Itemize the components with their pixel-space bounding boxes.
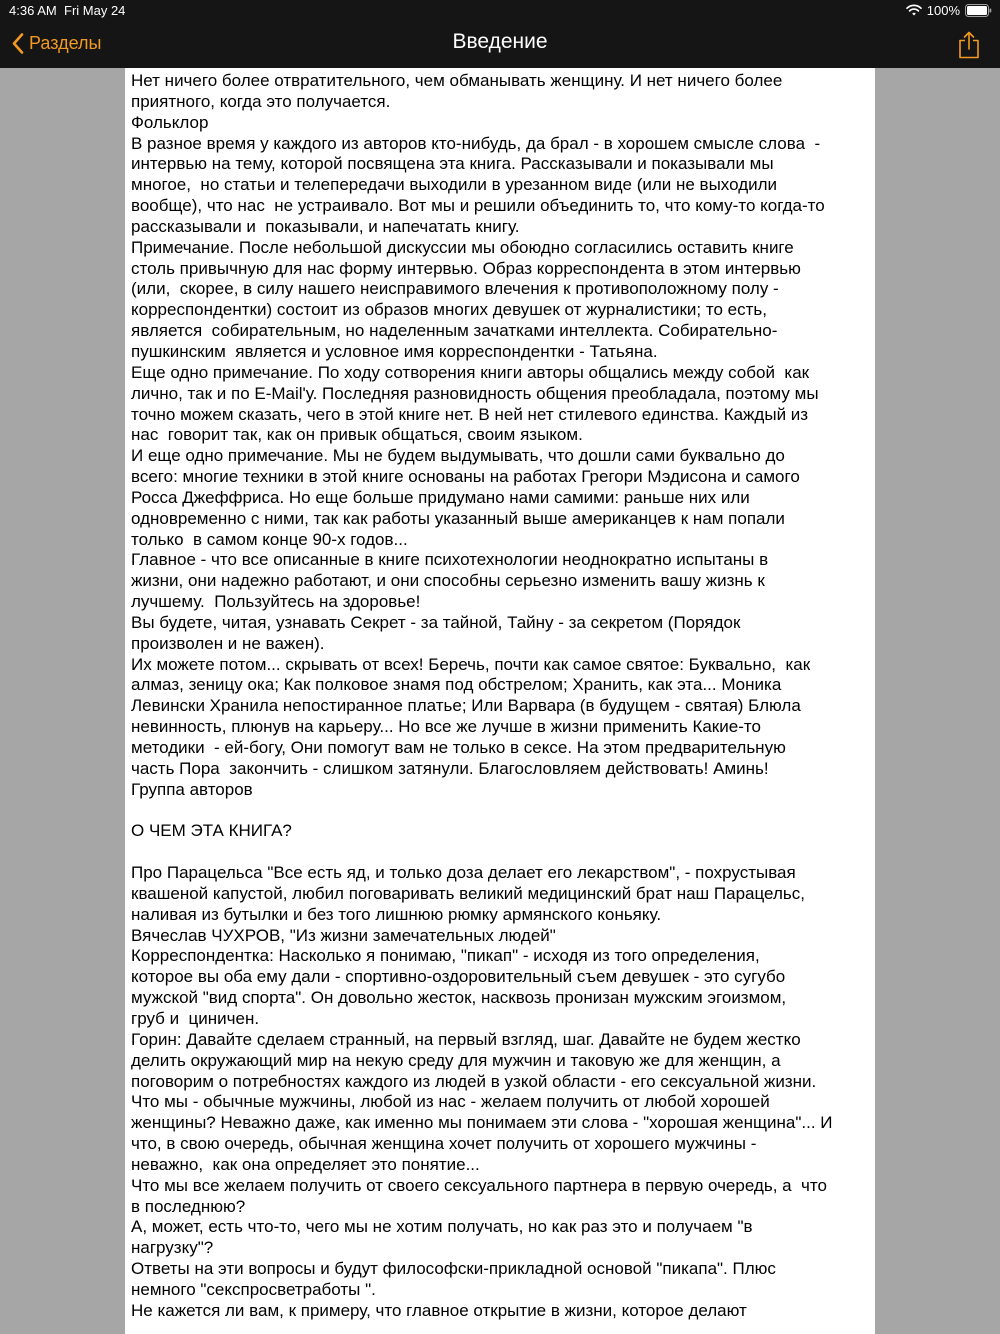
text-paragraph: Горин: Давайте сделаем странный, на первый взгляд, шаг. Давайте не будем жестко делить окружающий мир на некую среду для мужчин и таковую же для женщин, а поговорим о потребностях каждого из людей в узкой области - его сексуальной жизни. (131, 1029, 817, 1091)
text-paragraph: А, может, есть что-то, чего мы не хотим получать, но как раз это и получаем "в нагрузку"? (131, 1217, 753, 1258)
text-paragraph: Еще одно примечание. По ходу сотворения книги авторы общались между собой как лично, так и по E-Mail'у. Последняя разновидность общения преобладала, поэтому мы точно можем сказать, чего в этой книге нет. В ней нет стилевого единства. Каждый из нас говорит так, как он привык общаться, своим языком. (131, 362, 819, 445)
text-paragraph: Главное - что все описанные в книге психотехнологии неоднократно испытаны в жизни, они надежно работают, и они способны серьезно изменить вашу жизнь к лучшему. Пользуйтесь на здоровье! (131, 550, 769, 612)
text-paragraph: Их можете потом... скрывать от всех! Беречь, почти как самое святое: Буквально, как алмаз, зеницу ока; Как полковое знамя под обстрелом; Хранить, как эта... Моника Левински Хранила непостиранное платье; Или Варвара (в будущем - святая) Блюла невинность, плюнув на карьеру... Но все же лучше в жизни применить Какие-то методики - ей-богу, Они помогут вам не только в сексе. На этом предварительную часть Пора закончить - слишком затянули. Благословляем действовать! Аминь! (131, 654, 811, 778)
text-paragraph: Вы будете, читая, узнавать Секрет - за тайной, Тайну - за секретом (Порядок произволен и не важен). (131, 612, 741, 653)
text-paragraph: Группа авторов (131, 779, 253, 799)
text-paragraph: Что мы - обычные мужчины, любой из нас - желаем получить от любой хорошей женщины? Неважно даже, как именно мы понимаем эти слова - "хорошая женщина"... И что, в свою очередь, обычная женщина хочет получить от хорошего мужчины - неважно, как она определяет это понятие... (131, 1092, 833, 1174)
navigation-bar (0, 0, 1000, 68)
text-paragraph: И еще одно примечание. Мы не будем выдумывать, что дошли сами буквально до всего: многие техники в этой книге основаны на работах Грегори Мэдисона и самого Росса Джеффриса. Но еще больше придумано нами самими: раньше них или одновременно с ними, так как работы указанный выше американцев к нам попали только в самом конце 90-х годов... (131, 446, 800, 549)
text-paragraph: Вячеслав ЧУХРОВ, "Из жизни замечательных людей" (131, 925, 556, 945)
text-paragraph: В разное время у каждого из авторов кто-нибудь, да брал - в хорошем смысле слова - интервью на тему, которой посвящена эта книга. Рассказывали и показывали мы многое, но статьи и телепередачи выходили в урезанном виде (или не выходили вообще), что нас не устраивало. Вот мы и решили объединить то, что кому-то когда-то рассказывали и показывали, и напечатать книгу. (131, 133, 825, 236)
back-button-label: Разделы (29, 33, 102, 53)
share-button[interactable] (957, 31, 981, 59)
text-paragraph: Не кажется ли вам, к примеру, что главное открытие в жизни, которое делают (131, 1300, 747, 1320)
share-icon (957, 31, 981, 59)
battery-percent: 100% (926, 2, 960, 18)
text-paragraph: О ЧЕМ ЭТА КНИГА? (131, 821, 292, 841)
text-paragraph: Корреспондентка: Насколько я понимаю, "пикап" - исходя из того определения, которое вы оба ему дали - спортивно-оздоровительный съем девушек - это сугубо мужской "вид спорта". Он довольно жесток, насквозь пронизан мужским эгоизмом, груб и циничен. (131, 946, 787, 1028)
text-paragraph: Фольклор (131, 112, 209, 132)
text-paragraph (131, 801, 869, 822)
status-time: 4:36 AM (9, 3, 57, 18)
text-paragraph: Что мы все желаем получить от своего сексуального партнера в первую очередь, а что в последнюю? (131, 1175, 827, 1216)
status-date: Fri May 24 (64, 3, 126, 18)
text-paragraph: Нет ничего более отвратительного, чем обманывать женщину. И нет ничего более приятного, когда это получается. (131, 71, 783, 111)
page-title: Введение (452, 30, 548, 53)
status-indicators (906, 2, 992, 18)
reader-page[interactable] (125, 68, 875, 1334)
text-paragraph: Про Парацельса "Все есть яд, и только доза делает его лекарством", - похрустывая квашеной капустой, любил поговаривать великий медицинский брат наш Парацельс, наливая из бутылки и без того лишнюю рюмку армянского коньяку. (131, 863, 805, 924)
text-paragraph: Ответы на эти вопросы и будут философски-прикладной основой "пикапа". Плюс немного "секспросветработы ". (131, 1259, 776, 1299)
wifi-icon (906, 4, 922, 16)
chapter-text (125, 68, 875, 1322)
text-paragraph: Примечание. После небольшой дискуссии мы обоюдно согласились оставить книге столь привычную для нас форму интервью. Образ корреспондента в этом интервью (или, скорее, в силу нашего неисправимого влечения к противоположному полу - корреспондентки) состоит из образов многих девушек от журналистики; то есть, является собирательным, но наделенным зачатками интеллекта. Собирательно- пушкинским является и условное имя корреспондентки - Татьяна. (131, 237, 801, 361)
text-paragraph (131, 842, 869, 863)
battery-icon (965, 4, 992, 17)
